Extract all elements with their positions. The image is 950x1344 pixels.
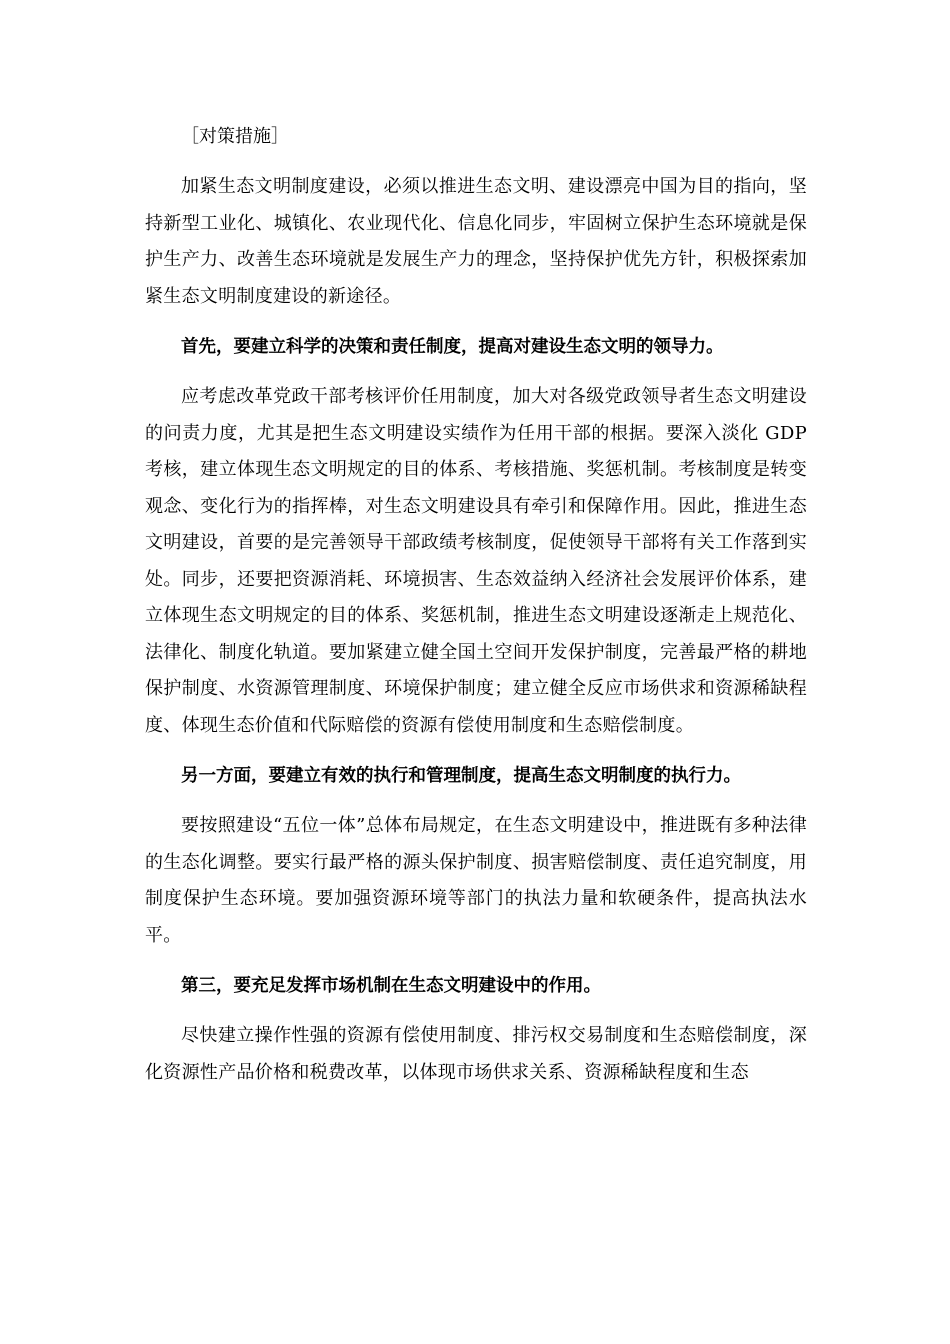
point-two-paragraph: 要按照建设“五位一体”总体布局规定，在生态文明建设中，推进既有多种法律的生态化调整。要实行最严格的源头保护制度、损害赔偿制度、责任追究制度，用制度保护生态环境。要加强资源环境等部门的执法力量和软硬条件，提高执法水平。 <box>145 815 807 946</box>
point-three-heading: 第三，要充足发挥市场机制在生态文明建设中的作用。 <box>181 976 601 996</box>
section-heading: ［对策措施］ <box>181 126 289 147</box>
intro-paragraph: 加紧生态文明制度建设，必须以推进生态文明、建设漂亮中国为目的指向，坚持新型工业化、城镇化、农业现代化、信息化同步，牢固树立保护生态环境就是保护生产力、改善生态环境就是发展生产力的理念，坚持保护优先方针，积极探索加紧生态文明制度建设的新途径。 <box>145 176 807 307</box>
point-two-heading: 另一方面，要建立有效的执行和管理制度，提高生态文明制度的执行力。 <box>181 766 741 786</box>
point-one-paragraph: 应考虑改革党政干部考核评价任用制度，加大对各级党政领导者生态文明建设的问责力度，尤其是把生态文明建设实绩作为任用干部的根据。要深入淡化 GDP 考核，建立体现生态文明规定的目的体系、考核措施、奖惩机制。考核制度是转变观念、变化行为的指挥棒，对生态文明建设具有牵引和保障作用。因此，推进生态文明建设，首要的是完善领导干部政绩考核制度，促使领导干部将有关工作落到实处。同步，还要把资源消耗、环境损害、生态效益纳入经济社会发展评价体系，建立体现生态文明规定的目的体系、奖惩机制，推进生态文明建设逐渐走上规范化、法律化、制度化轨道。要加紧建立健全国土空间开发保护制度，完善最严格的耕地保护制度、水资源管理制度、环境保护制度；建立健全反应市场供求和资源稀缺程度、体现生态价值和代际赔偿的资源有偿使用制度和生态赔偿制度。 <box>145 386 807 736</box>
point-one-heading: 首先，要建立科学的决策和责任制度，提高对建设生态文明的领导力。 <box>181 337 724 357</box>
point-three-paragraph: 尽快建立操作性强的资源有偿使用制度、排污权交易制度和生态赔偿制度，深化资源性产品价格和税费改革，以体现市场供求关系、资源稀缺程度和生态 <box>145 1025 807 1083</box>
document-page <box>145 119 807 1105</box>
